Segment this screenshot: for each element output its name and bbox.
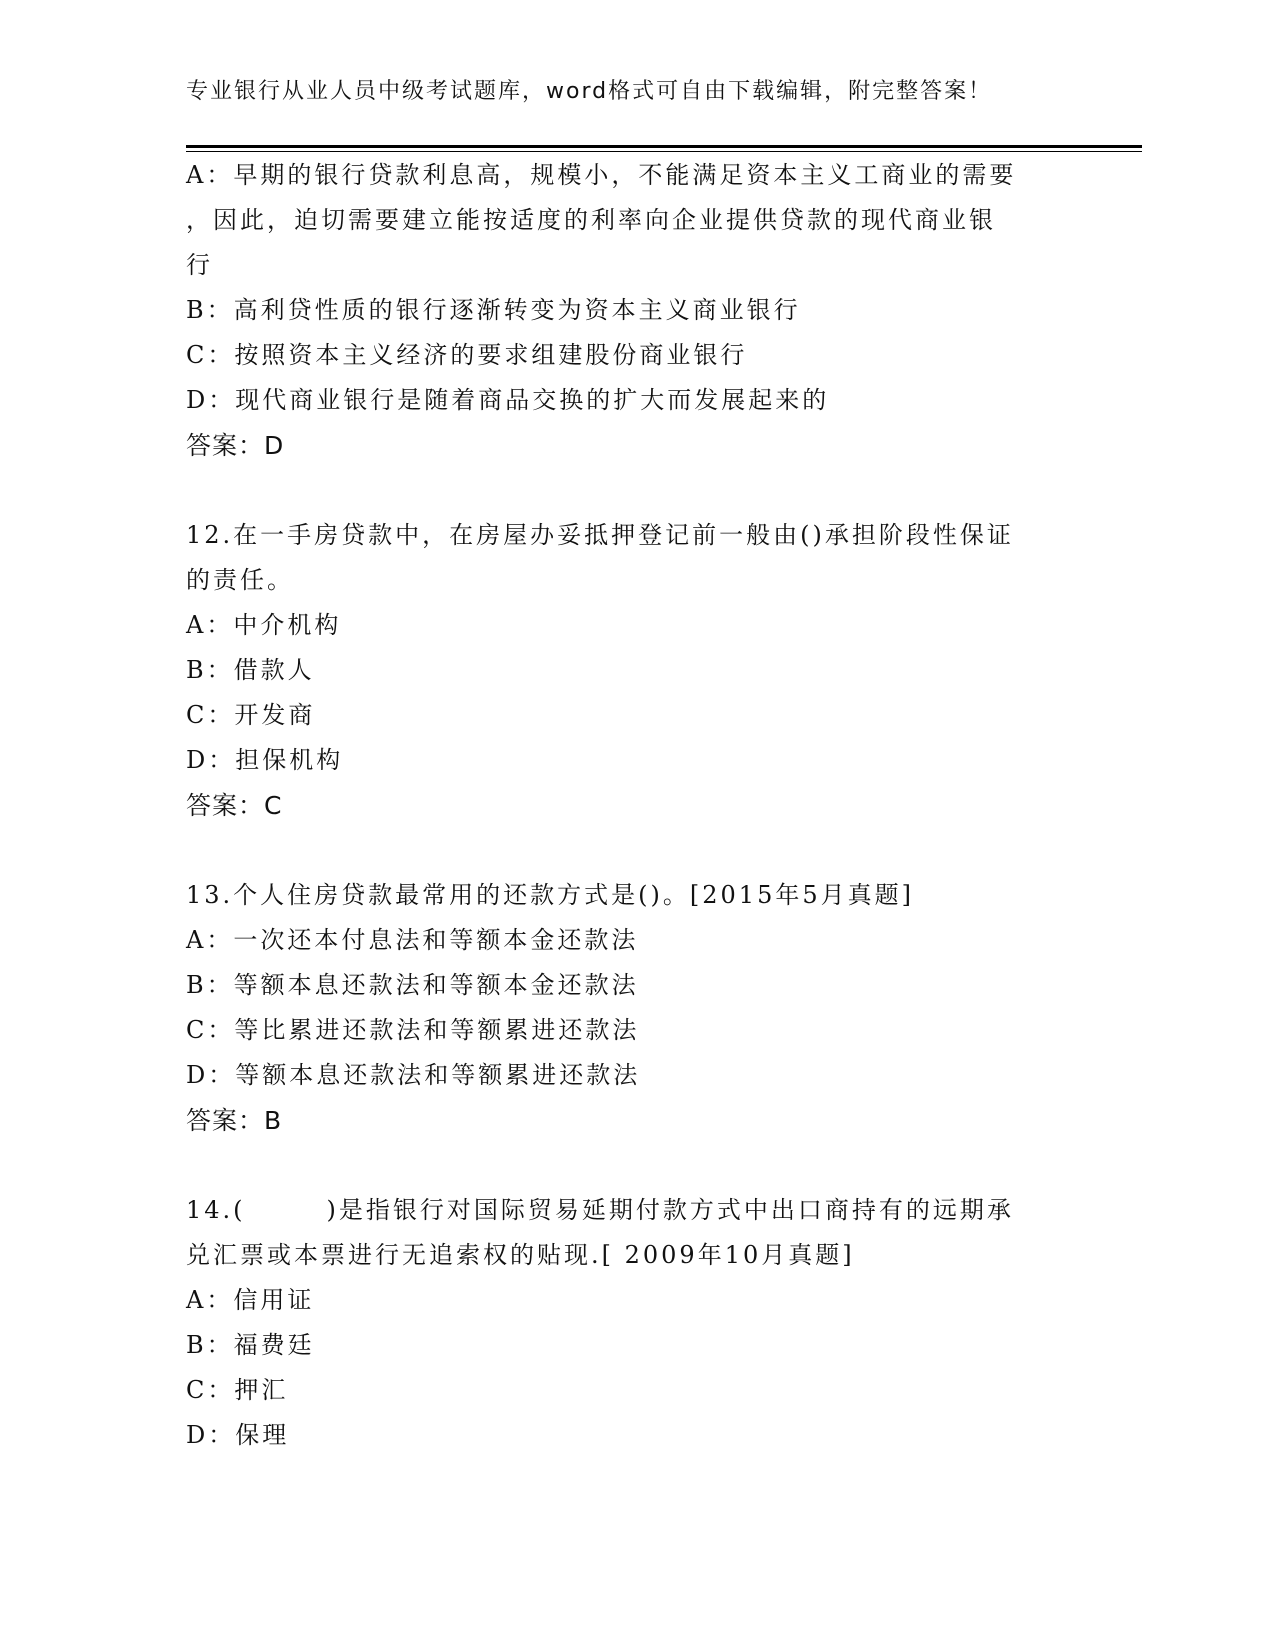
q11-option-a-line1: A：早期的银行贷款利息高，规模小，不能满足资本主义工商业的需要 bbox=[186, 161, 1017, 189]
header-rule-thin bbox=[186, 151, 1142, 152]
q12-stem-line1: 12.在一手房贷款中，在房屋办妥抵押登记前一般由()承担阶段性保证 bbox=[186, 521, 1014, 549]
q14-option-a: A：信用证 bbox=[186, 1286, 315, 1314]
q14-stem-line1: 14.( )是指银行对国际贸易延期付款方式中出口商持有的远期承 bbox=[186, 1196, 1014, 1224]
q12-option-d: D：担保机构 bbox=[186, 746, 344, 774]
q12-stem-line2: 的责任。 bbox=[186, 566, 294, 594]
q11-answer: 答案：D bbox=[186, 431, 285, 460]
q12-answer: 答案：C bbox=[186, 791, 283, 820]
q14-option-b: B：福费廷 bbox=[186, 1331, 315, 1359]
question-content bbox=[186, 153, 1086, 1458]
q11-option-d: D：现代商业银行是随着商品交换的扩大而发展起来的 bbox=[186, 386, 830, 414]
q14-option-d: D：保理 bbox=[186, 1421, 290, 1449]
q11-option-b: B：高利贷性质的银行逐渐转变为资本主义商业银行 bbox=[186, 296, 801, 324]
spacer bbox=[186, 828, 1086, 873]
q13-option-c: C：等比累进还款法和等额累进还款法 bbox=[186, 1016, 640, 1044]
q12-option-c: C：开发商 bbox=[186, 701, 316, 729]
header-rule-thick bbox=[186, 145, 1142, 148]
q13-option-b: B：等额本息还款法和等额本金还款法 bbox=[186, 971, 639, 999]
q12-option-a: A：中介机构 bbox=[186, 611, 342, 639]
q14-stem-line2: 兑汇票或本票进行无追索权的贴现.[ 2009年10月真题] bbox=[186, 1241, 855, 1269]
q11-option-a-line3: 行 bbox=[186, 251, 213, 279]
q13-stem-line1: 13.个人住房贷款最常用的还款方式是()。[2015年5月真题] bbox=[186, 881, 914, 909]
page-header: 专业银行从业人员中级考试题库，word格式可自由下载编辑，附完整答案！ bbox=[186, 79, 993, 104]
q11-option-a-line2: ，因此，迫切需要建立能按适度的利率向企业提供贷款的现代商业银 bbox=[186, 206, 996, 234]
spacer bbox=[186, 468, 1086, 513]
q13-option-a: A：一次还本付息法和等额本金还款法 bbox=[186, 926, 639, 954]
q13-answer: 答案：B bbox=[186, 1106, 283, 1135]
q12-option-b: B：借款人 bbox=[186, 656, 315, 684]
q14-option-c: C：押汇 bbox=[186, 1376, 289, 1404]
q13-option-d: D：等额本息还款法和等额累进还款法 bbox=[186, 1061, 641, 1089]
q11-option-c: C：按照资本主义经济的要求组建股份商业银行 bbox=[186, 341, 748, 369]
spacer bbox=[186, 1143, 1086, 1188]
